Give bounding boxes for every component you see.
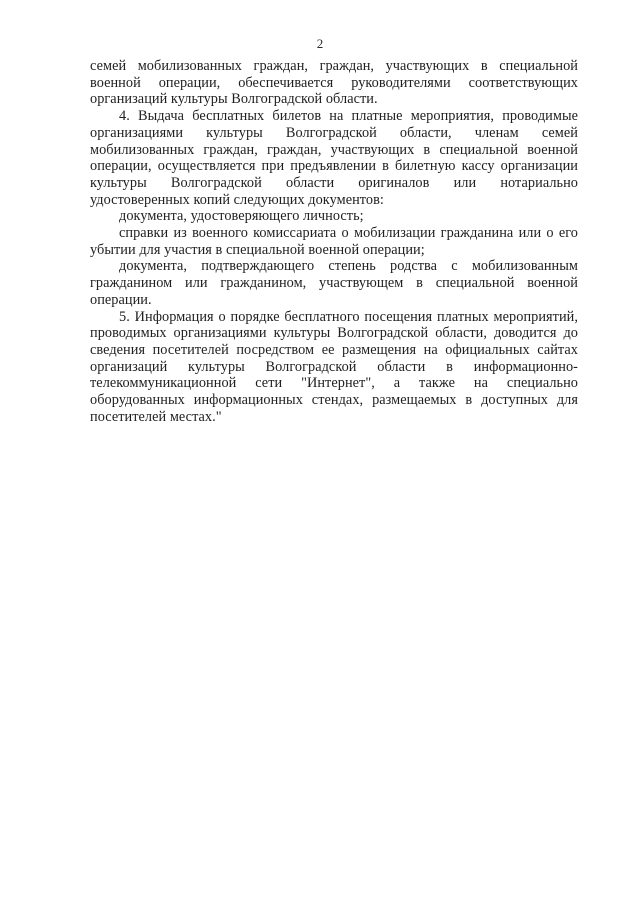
paragraph-document-identity: документа, удостоверяющего личность;	[119, 208, 364, 225]
paragraph-item-4: 4. Выдача бесплатных билетов на платные мероприятия, проводимые организациями культуры Волгоградской области, членам семей мобилизованных граждан, граждан, участвующих в специальной военной операции, осуществляется при предъявлении в билетную кассу организации культуры Волгоградской области оригиналов или нотариально удостоверенных копий следующих документов:	[90, 108, 578, 208]
paragraph-continuation: семей мобилизованных граждан, граждан, участвующих в специальной военной операции, обеспечивается руководителями соответствующих организаций культуры Волгоградской области.	[90, 58, 578, 108]
paragraph-military-certificate: справки из военного комиссариата о мобилизации гражданина или о его убытии для участия в специальной военной операции;	[90, 225, 578, 258]
paragraph-item-5: 5. Информация о порядке бесплатного посещения платных мероприятий, проводимых организациями культуры Волгоградской области, доводится до сведения посетителей посредством ее размещения на официальных сайтах организаций культуры Волгоградской области в информационно-телекоммуникационной сети "Интернет", а также на специально оборудованных информационных стендах, размещаемых в доступных для посетителей местах."	[90, 308, 578, 425]
page-number: 2	[316, 36, 324, 51]
document-body	[90, 58, 578, 425]
paragraph-kinship-document: документа, подтверждающего степень родства с мобилизованным гражданином или гражданином, участвующем в специальной военной операции.	[90, 258, 578, 308]
